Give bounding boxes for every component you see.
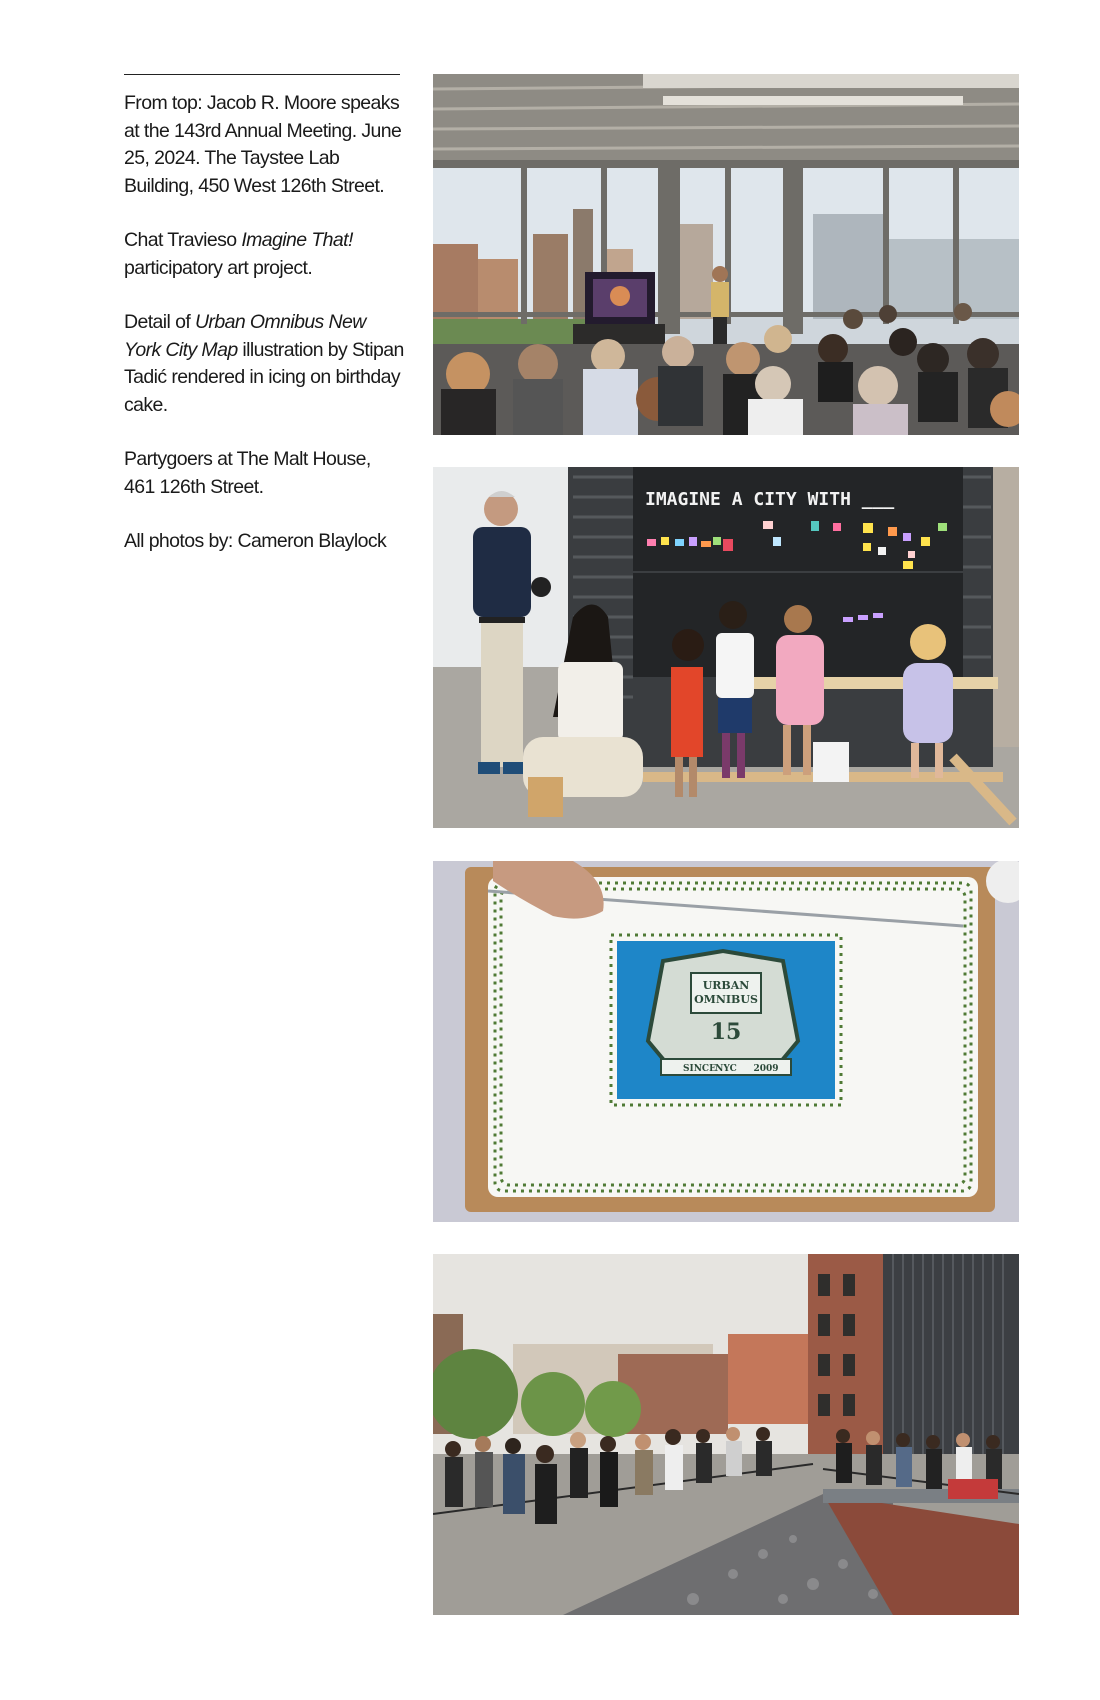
cake-seal-year: 2009 bbox=[753, 1064, 779, 1074]
chalkboard-prompt: IMAGINE A CITY WITH ___ bbox=[645, 489, 895, 510]
photo-annual-meeting bbox=[433, 74, 1019, 435]
caption-column bbox=[124, 90, 404, 583]
cake-seal-line-2: OMNIBUS bbox=[694, 993, 758, 1006]
photo-credit: All photos by: Cameron Blaylock bbox=[124, 530, 387, 552]
caption-photo-2: Chat Travieso Imagine That! participatory art project. bbox=[124, 229, 353, 279]
cake-seal-since: SINCE bbox=[683, 1064, 716, 1074]
cake-seal-number: 15 bbox=[710, 1019, 742, 1045]
caption-photo-4: Partygoers at The Malt House, 461 126th Street. bbox=[124, 448, 371, 498]
cake-seal-nyc: NYC bbox=[715, 1064, 737, 1074]
caption-photo-1: From top: Jacob R. Moore speaks at the 143rd Annual Meeting. June 25, 2024. The Taystee Lab Building, 450 West 126th Street. bbox=[124, 92, 402, 197]
photo-malt-house-party bbox=[433, 1254, 1019, 1615]
caption-photo-3: Detail of Urban Omnibus New York City Map illustration by Stipan Tadić rendered in icing on birthday cake. bbox=[124, 311, 404, 416]
cake-seal-line-1: URBAN bbox=[702, 979, 750, 992]
photo-birthday-cake bbox=[433, 861, 1019, 1222]
top-rule bbox=[124, 74, 400, 75]
photo-imagine-that-project bbox=[433, 467, 1019, 828]
